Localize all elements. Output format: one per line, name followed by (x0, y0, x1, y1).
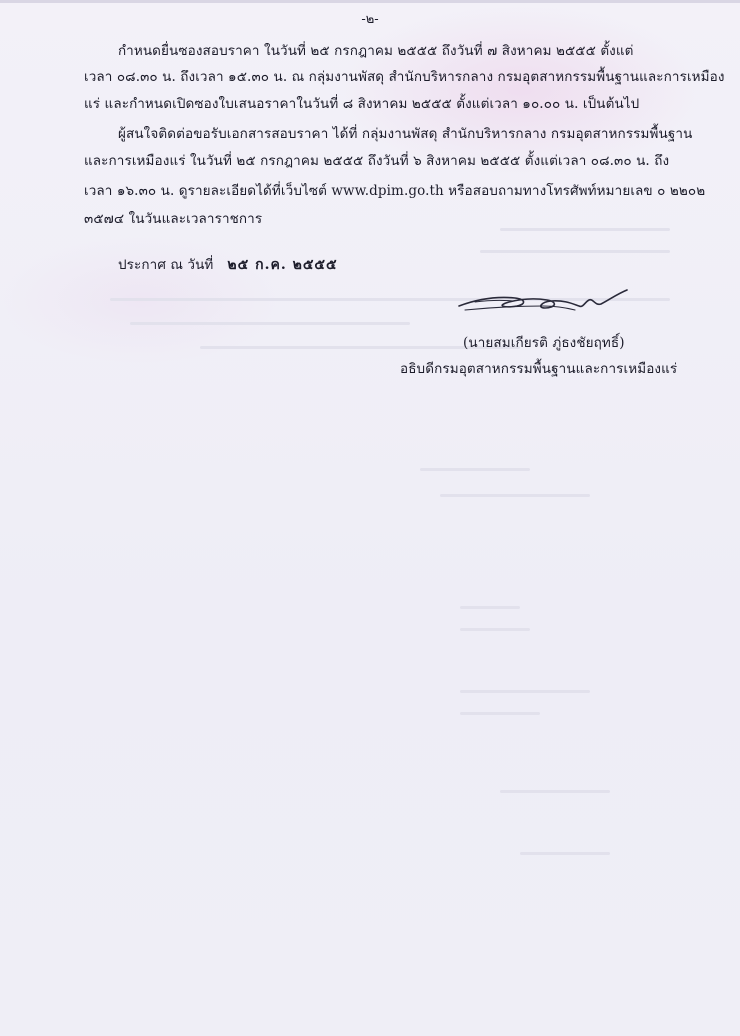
bleed-through-mark (480, 250, 670, 253)
bleed-through-mark (500, 228, 670, 231)
paragraph2-line2: และการเหมืองแร่ ในวันที่ ๒๕ กรกฎาคม ๒๕๕๕ ถึงวันที่ ๖ สิงหาคม ๒๕๕๕ ตั้งแต่เวลา ๐๘.๓๐ น. ถึง (84, 153, 670, 169)
announcement-label: ประกาศ ณ วันที่ (118, 257, 214, 273)
announcement-date: ๒๕ ก.ค. ๒๕๕๕ (227, 257, 338, 273)
paragraph2-line1: ผู้สนใจติดต่อขอรับเอกสารสอบราคา ได้ที่ กลุ่มงานพัสดุ สำนักบริหารกลาง กรมอุตสาหกรรมพื้นฐาน (118, 126, 693, 142)
paragraph2-line3: เวลา ๑๖.๓๐ น. ดูรายละเอียดได้ที่เว็บไซต์ www.dpim.go.th หรือสอบถามทางโทรศัพท์หมายเลข ๐ ๒๒๐๒ (84, 183, 706, 199)
bleed-through-mark (420, 468, 530, 471)
page-top-edge (0, 0, 740, 3)
bleed-through-mark (500, 790, 610, 793)
paragraph1-line2: เวลา ๐๘.๓๐ น. ถึงเวลา ๑๕.๓๐ น. ณ กลุ่มงานพัสดุ สำนักบริหารกลาง กรมอุตสาหกรรมพื้นฐานและการเหมือง (84, 69, 725, 85)
bleed-through-mark (520, 852, 610, 855)
page-number: -๒- (361, 12, 379, 27)
bleed-through-mark (130, 322, 410, 325)
paragraph2-line4: ๓๕๗๔ ในวันและเวลาราชการ (84, 211, 263, 227)
signature-mark (455, 284, 635, 324)
bleed-through-mark (460, 690, 590, 693)
bleed-through-mark (460, 712, 540, 715)
bleed-through-mark (460, 628, 530, 631)
bleed-through-mark (440, 494, 590, 497)
signatory-title: อธิบดีกรมอุตสาหกรรมพื้นฐานและการเหมืองแร่ (400, 361, 678, 377)
paragraph1-line3: แร่ และกำหนดเปิดซองใบเสนอราคาในวันที่ ๘ สิงหาคม ๒๕๕๕ ตั้งแต่เวลา ๑๐.๐๐ น. เป็นต้นไป (84, 96, 640, 112)
paragraph1-line1: กำหนดยื่นซองสอบราคา ในวันที่ ๒๕ กรกฎาคม ๒๕๕๕ ถึงวันที่ ๗ สิงหาคม ๒๕๕๕ ตั้งแต่ (118, 43, 634, 59)
signatory-name: (นายสมเกียรติ ภู่ธงชัยฤทธิ์) (463, 335, 625, 351)
announcement-line (118, 256, 338, 274)
bleed-through-mark (460, 606, 520, 609)
